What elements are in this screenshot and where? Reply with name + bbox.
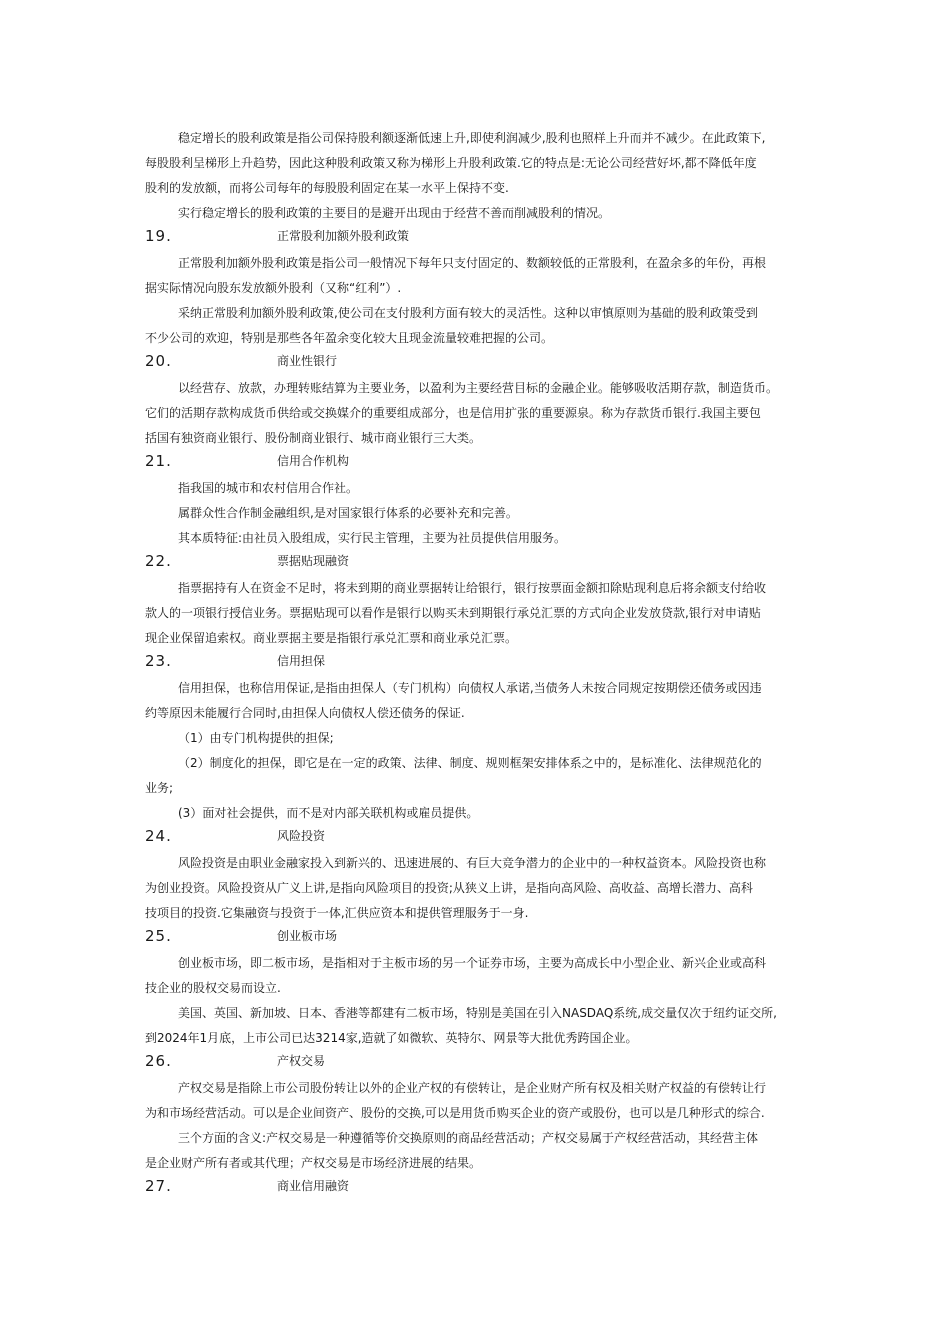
section-title: 风险投资 [277, 829, 326, 843]
paragraph-line: 为创业投资。风险投资从广义上讲,是指向风险项目的投资;从狭义上讲，是指向高风险、高收益、高增长潜力、高科 [145, 881, 753, 895]
paragraph-line: 美国、英国、新加坡、日本、香港等都建有二板市场，特别是美国在引入NASDAQ系统,成交量仅次于纽约证交所, [178, 1006, 777, 1020]
paragraph-line: (3）面对社会提供，而不是对内部关联机构或雇员提供。 [178, 806, 479, 820]
paragraph-line: 不少公司的欢迎，特别是那些各年盈余变化较大且现金流量较难把握的公司。 [145, 331, 554, 345]
paragraph-line: （2）制度化的担保，即它是在一定的政策、法律、制度、规则框架安排体系之中的，是标准化、法律规范化的 [178, 756, 762, 770]
paragraph-line: 属群众性合作制金融组织,是对国家银行体系的必要补充和完善。 [178, 506, 518, 520]
section-number: 26. [145, 1052, 172, 1070]
paragraph-line: 到2024年1月底，上市公司已达3214家,造就了如微软、英特尔、网景等大批优秀跨国企业。 [145, 1031, 638, 1045]
paragraph-line: 技企业的股权交易而设立. [145, 981, 281, 995]
paragraph-line: 为和市场经营活动。可以是企业间资产、股份的交换,可以是用货币购买企业的资产或股份，也可以是几种形式的综合. [145, 1106, 765, 1120]
paragraph-line: 实行稳定增长的股利政策的主要目的是避开出现由于经营不善而削减股利的情况。 [178, 206, 611, 220]
section-number: 19. [145, 227, 172, 245]
paragraph-line: 是企业财产所有者或其代理；产权交易是市场经济进展的结果。 [145, 1156, 482, 1170]
section-number: 27. [145, 1177, 172, 1195]
section-title: 票据贴现融资 [277, 554, 350, 568]
section-title: 创业板市场 [277, 929, 338, 943]
paragraph-line: 技项目的投资.它集融资与投资于一体,汇供应资本和提供管理服务于一身. [145, 906, 529, 920]
section-number: 25. [145, 927, 172, 945]
paragraph-line: 稳定增长的股利政策是指公司保持股利额逐渐低速上升,即使利润减少,股利也照样上升而并不减少。在此政策下, [178, 131, 766, 145]
paragraph-line: 信用担保，也称信用保证,是指由担保人（专门机构）向债权人承诺,当债务人未按合同规定按期偿还债务或因违 [178, 681, 762, 695]
section-number: 24. [145, 827, 172, 845]
section-title: 产权交易 [277, 1054, 326, 1068]
section-title: 信用合作机构 [277, 454, 350, 468]
paragraph-line: 据实际情况向股东发放额外股利（又称“红利”）. [145, 281, 402, 295]
paragraph-line: 风险投资是由职业金融家投入到新兴的、迅速进展的、有巨大竞争潜力的企业中的一种权益资本。风险投资也称 [178, 856, 767, 870]
paragraph-line: 款人的一项银行授信业务。票据贴现可以看作是银行以购买未到期银行承兑汇票的方式向企业发放贷款,银行对申请贴 [145, 606, 761, 620]
section-title: 商业性银行 [277, 354, 338, 368]
paragraph-line: 业务; [145, 781, 174, 795]
paragraph-line: 每股股利呈梯形上升趋势，因此这种股利政策又称为梯形上升股利政策.它的特点是:无论公司经营好坏,都不降低年度 [145, 156, 757, 170]
paragraph-line: 它们的活期存款构成货币供给或交换媒介的重要组成部分，也是信用扩张的重要源泉。称为存款货币银行.我国主要包 [145, 406, 761, 420]
paragraph-line: 现企业保留追索权。商业票据主要是指银行承兑汇票和商业承兑汇票。 [145, 631, 518, 645]
paragraph-line: 正常股利加额外股利政策是指公司一般情况下每年只支付固定的、数额较低的正常股利，在盈余多的年份，再根 [178, 256, 767, 270]
paragraph-line: 括国有独资商业银行、股份制商业银行、城市商业银行三大类。 [145, 431, 482, 445]
section-title: 信用担保 [277, 654, 326, 668]
paragraph-line: 指我国的城市和农村信用合作社。 [178, 481, 359, 495]
section-number: 21. [145, 452, 172, 470]
paragraph-line: 三个方面的含义:产权交易是一种遵循等价交换原则的商品经营活动；产权交易属于产权经营活动，其经营主体 [178, 1131, 759, 1145]
paragraph-line: 产权交易是指除上市公司股份转让以外的企业产权的有偿转让，是企业财产所有权及相关财产权益的有偿转让行 [178, 1081, 767, 1095]
section-number: 22. [145, 552, 172, 570]
paragraph-line: 以经营存、放款，办理转账结算为主要业务，以盈利为主要经营目标的金融企业。能够吸收活期存款，制造货币。 [178, 381, 779, 395]
section-title: 商业信用融资 [277, 1179, 350, 1193]
paragraph-line: 采纳正常股利加额外股利政策,使公司在支付股利方面有较大的灵活性。这种以审慎原则为基础的股利政策受到 [178, 306, 758, 320]
paragraph-line: 股利的发放额，而将公司每年的每股股利固定在某一水平上保持不变. [145, 181, 509, 195]
section-number: 23. [145, 652, 172, 670]
section-number: 20. [145, 352, 172, 370]
paragraph-line: 其本质特征:由社员入股组成，实行民主管理，主要为社员提供信用服务。 [178, 531, 567, 545]
paragraph-line: 指票据持有人在资金不足时，将未到期的商业票据转让给银行，银行按票面金额扣除贴现利息后将余额支付给收 [178, 581, 767, 595]
paragraph-line: 创业板市场，即二板市场，是指相对于主板市场的另一个证券市场，主要为高成长中小型企业、新兴企业或高科 [178, 956, 767, 970]
paragraph-line: 约等原因未能履行合同时,由担保人向债权人偿还债务的保证. [145, 706, 465, 720]
paragraph-line: （1）由专门机构提供的担保; [178, 731, 334, 745]
section-title: 正常股利加额外股利政策 [277, 229, 410, 243]
